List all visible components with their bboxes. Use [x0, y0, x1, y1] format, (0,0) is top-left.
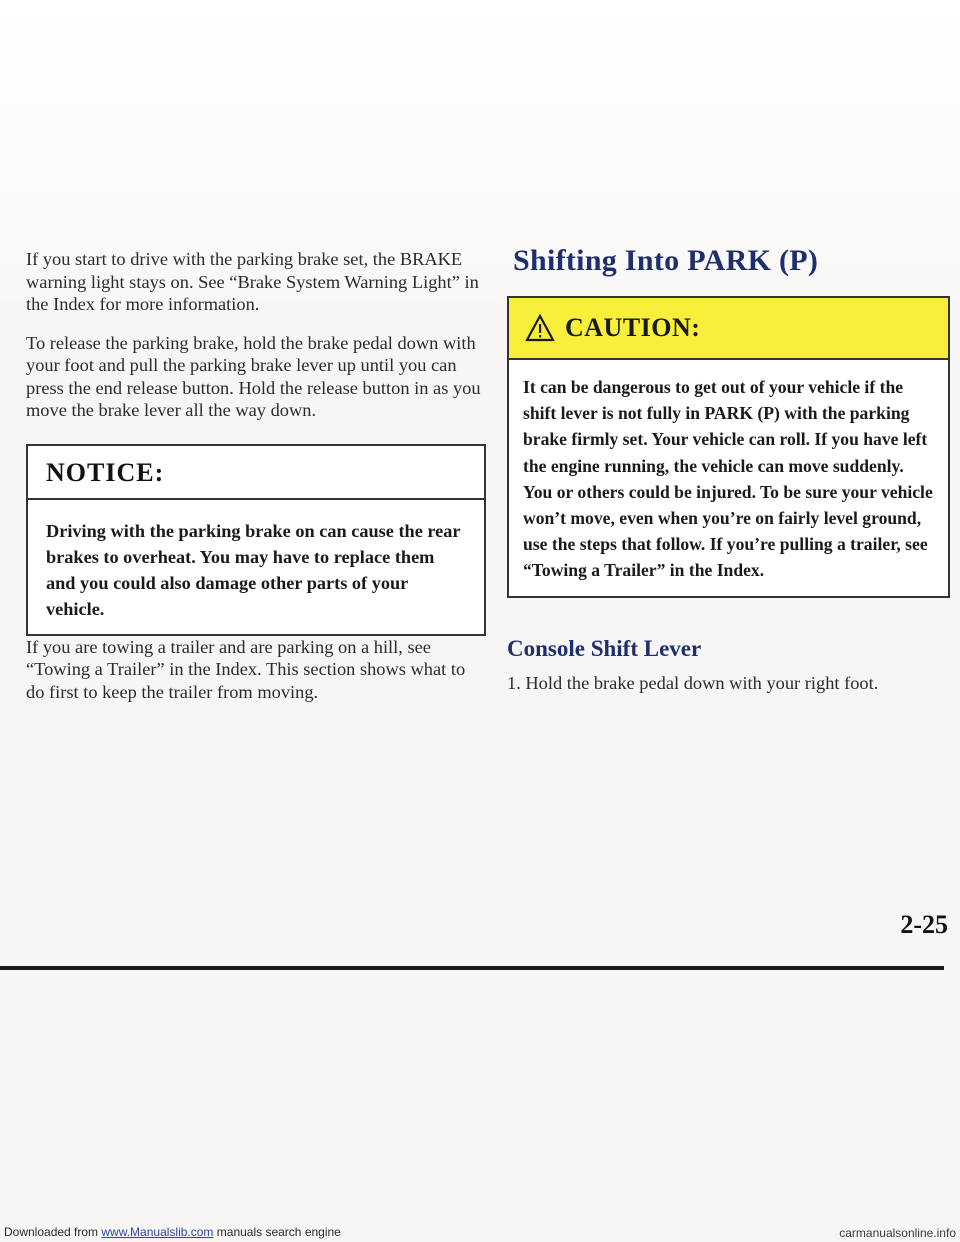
caution-box: [507, 296, 950, 598]
site-watermark: carmanualsonline.info: [839, 1226, 956, 1240]
parking-brake-warning-paragraph: If you start to drive with the parking brake set, the BRAKE warning light stays on. See “Brake System Warning Light” in the Index for more information.: [26, 249, 479, 314]
notice-heading: NOTICE:: [28, 446, 484, 500]
caution-heading: CAUTION:: [565, 313, 701, 342]
subsection-title: Console Shift Lever: [507, 635, 702, 661]
watermark-prefix: Downloaded from: [4, 1225, 102, 1239]
footer-rule: [0, 966, 944, 970]
notice-body: Driving with the parking brake on can cause the rear brakes to overheat. You may have to replace them and you could also damage other parts of your vehicle.: [46, 520, 461, 619]
caution-header: [509, 298, 948, 360]
towing-trailer-paragraph: If you are towing a trailer and are parking on a hill, see “Towing a Trailer” in the Index. This section shows what to do first to keep the trailer from moving.: [26, 636, 466, 702]
page-number: 2-25: [900, 910, 948, 939]
step-1: 1. Hold the brake pedal down with your right foot.: [507, 672, 879, 693]
watermark-suffix: manuals search engine: [213, 1225, 341, 1239]
left-column: [26, 248, 486, 719]
warning-triangle-icon: [525, 314, 555, 342]
release-brake-paragraph: To release the parking brake, hold the brake pedal down with your foot and pull the parking brake lever up until you can press the end release button. Hold the release button in as you move the brake lever all the way down.: [26, 332, 481, 420]
section-title: Shifting Into PARK (P): [513, 244, 819, 277]
download-watermark: [4, 1225, 341, 1239]
caution-body: It can be dangerous to get out of your vehicle if the shift lever is not fully in PARK (P) with the parking brake firmly set. Your vehicle can roll. If you have left the engine running, the vehicle can move suddenly. You or others could be injured. To be sure your vehicle won’t move, even when you’re on fairly level ground, use the steps that follow. If you’re pulling a trailer, see “Towing a Trailer” in the Index.: [509, 360, 948, 596]
right-column: [507, 244, 947, 695]
notice-box: [26, 444, 486, 636]
manualslib-link[interactable]: www.Manualslib.com: [101, 1225, 214, 1239]
